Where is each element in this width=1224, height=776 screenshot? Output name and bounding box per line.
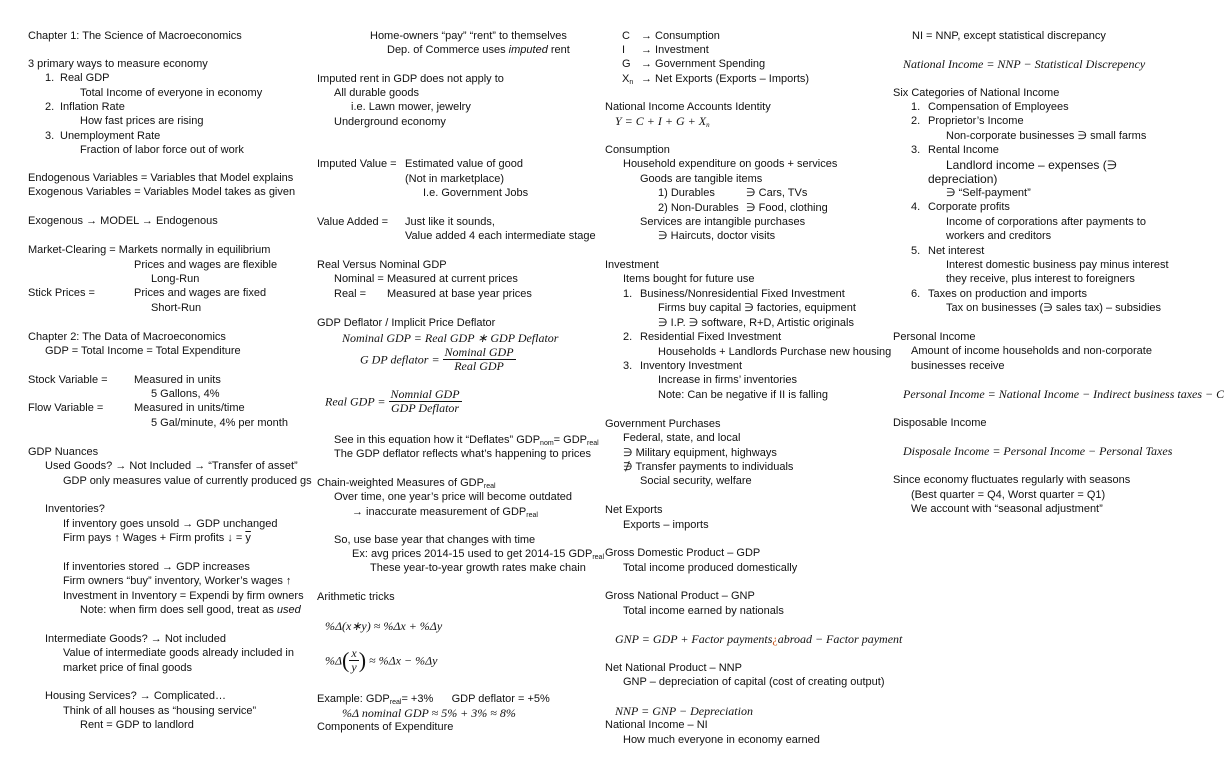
consumption-heading: Consumption	[605, 144, 670, 156]
flow-variable-example: 5 Gal/minute, 4% per month	[151, 417, 288, 429]
components-heading: Components of Expenditure	[317, 721, 454, 733]
list-number: 2.	[623, 331, 633, 343]
inventory-note-used: used	[276, 604, 301, 616]
inventory-firm-pays	[63, 531, 251, 545]
deflator-eq2-fraction	[443, 346, 516, 373]
component-g-def: → Government Spending	[641, 58, 766, 70]
list-number: 2.	[911, 115, 921, 127]
government-heading: Government Purchases	[605, 418, 721, 430]
arithmetic-quotient	[325, 647, 437, 674]
list-number: 6.	[911, 288, 921, 300]
real-vs-nominal-heading: Real Versus Nominal GDP	[317, 259, 447, 271]
investment-business: Business/Nonresidential Fixed Investment	[640, 288, 845, 300]
chain-line-5: These year-to-year growth rates make chain	[370, 562, 586, 574]
nominal-label: Nominal =	[334, 273, 384, 285]
consumption-durables: 1) Durables	[658, 187, 715, 199]
primary-ways-heading: 3 primary ways to measure economy	[28, 58, 208, 70]
arith-quotient-pre: %Δ	[325, 653, 343, 668]
nnp-equation: NNP = GNP − Depreciation	[615, 704, 753, 718]
gnp-eq-text-2: abroad − Factor payment	[777, 632, 903, 646]
component-i-def: → Investment	[641, 44, 709, 56]
stock-variable-label: Stock Variable =	[28, 374, 108, 386]
intermediate-goods: Intermediate Goods? → Not included	[45, 633, 226, 645]
imputed-value-label: Imputed Value =	[317, 158, 397, 170]
imputed-rent: Imputed rent in GDP does not apply to	[317, 73, 504, 85]
chapter-2-title: Chapter 2: The Data of Macroeconomics	[28, 331, 226, 343]
component-c-def: → Consumption	[641, 30, 720, 42]
real-desc: Measured at base year prices	[387, 288, 532, 300]
personal-income-equation: Personal Income = National Income − Indirect business taxes − C	[903, 387, 1224, 401]
stick-prices-label: Stick Prices =	[28, 287, 95, 299]
deflator-equation-2	[360, 346, 516, 373]
category-interest-a: Interest domestic business pay minus interest	[946, 259, 1169, 271]
category-proprietor: Proprietor’s Income	[928, 115, 1024, 127]
column-3	[600, 0, 903, 776]
inventory-firm-pays-text: Firm pays ↑ Wages + Firm profits ↓ =	[63, 532, 243, 544]
list-number: 5.	[911, 245, 921, 257]
list-number: 3.	[45, 130, 55, 142]
real-label: Real =	[334, 288, 367, 300]
durable-goods-example: i.e. Lawn mower, jewelry	[351, 101, 471, 113]
list-number: 1.	[45, 72, 55, 84]
arith-quotient-numerator: x	[351, 646, 357, 660]
category-corporate-a: Income of corporations after payments to	[946, 216, 1146, 228]
personal-income-2: businesses receive	[911, 360, 1005, 372]
investment-residential: Residential Fixed Investment	[640, 331, 782, 343]
chain-line-3: So, use base year that changes with time	[334, 534, 536, 546]
net-exports-1: Exports – imports	[623, 519, 709, 531]
consumption-nondurables-ex: ∋ Food, clothing	[746, 202, 828, 214]
consumption-1: Household expenditure on goods + services	[623, 158, 838, 170]
subscript-real: real	[389, 699, 402, 706]
subscript-n: n	[629, 79, 634, 86]
inventory-unsold: If inventory goes unsold → GDP unchanged	[63, 518, 278, 530]
chain-weighted-text: Chain-weighted Measures of GDP	[317, 477, 484, 489]
seasonal-1: Since economy fluctuates regularly with seasons	[893, 474, 1131, 486]
arith-quotient-denominator: y	[351, 660, 357, 674]
chain-line-2	[352, 505, 538, 523]
category-rental-b: depreciation)	[928, 172, 998, 186]
underground-economy: Underground economy	[334, 116, 446, 128]
inventory-buy: Firm owners “buy” inventory, Worker’s wages ↑	[63, 575, 292, 587]
right-paren: )	[358, 647, 367, 673]
stock-variable-example: 5 Gallons, 4%	[151, 388, 220, 400]
component-c-letter: C	[622, 30, 630, 42]
category-rental-a: Landlord income – expenses (∋	[946, 158, 1118, 172]
exogenous-def: Exogenous Variables = Variables Model takes as given	[28, 186, 296, 198]
value-added-desc-2: Value added 4 each intermediate stage	[405, 230, 596, 242]
nominal-desc: Measured at current prices	[387, 273, 518, 285]
category-taxes-a: Tax on businesses (∋ sales tax) – subsidies	[946, 302, 1162, 314]
investment-residential-a: Households + Landlords Purchase new housing	[658, 346, 892, 358]
consumption-durables-ex: ∋ Cars, TVs	[746, 187, 808, 199]
example-text-2: = +3% GDP deflator = +5%	[401, 693, 550, 705]
flow-variable-desc: Measured in units/time	[134, 402, 245, 414]
nnp-heading: Net National Product – NNP	[605, 662, 742, 674]
investment-business-b: ∋ I.P. ∋ software, R+D, Artistic originals	[658, 317, 854, 329]
arith-quotient-post: ≈ %Δx − %Δy	[369, 653, 438, 668]
endogenous-def: Endogenous Variables = Variables that Model explains	[28, 172, 294, 184]
category-interest-b: they receive, plus interest to foreigners	[946, 273, 1135, 285]
category-proprietor-a: Non-corporate businesses ∋ small farms	[946, 130, 1147, 142]
ni-1: How much everyone in economy earned	[623, 734, 820, 746]
category-taxes: Taxes on production and imports	[928, 288, 1087, 300]
market-clearing-longrun: Long-Run	[151, 273, 200, 285]
investment-inventory: Inventory Investment	[640, 360, 743, 372]
component-x-def: → Net Exports (Exports – Imports)	[641, 73, 810, 85]
durable-goods: All durable goods	[334, 87, 420, 99]
consumption-4: ∋ Haircuts, doctor visits	[658, 230, 776, 242]
deflator-equation-1: Nominal GDP = Real GDP ∗ GDP Deflator	[342, 331, 559, 345]
homeowners-rent: Home-owners “pay” “rent” to themselves	[370, 30, 567, 42]
ni-heading: National Income – NI	[605, 719, 708, 731]
inventories-heading: Inventories?	[45, 503, 105, 515]
stock-variable-desc: Measured in units	[134, 374, 221, 386]
investment-1: Items bought for future use	[623, 273, 755, 285]
gnp-heading: Gross National Product – GNP	[605, 590, 755, 602]
gnp-eq-text: GNP = GDP + Factor payments	[615, 632, 773, 646]
arithmetic-heading: Arithmetic tricks	[317, 591, 395, 603]
six-categories-heading: Six Categories of National Income	[893, 87, 1060, 99]
personal-income-heading: Personal Income	[893, 331, 976, 343]
investment-inventory-b: Note: Can be negative if II is falling	[658, 389, 828, 401]
column-2	[316, 0, 605, 776]
stick-prices-fixed: Prices and wages are fixed	[134, 287, 267, 299]
intermediate-desc-1: Value of intermediate goods already included in	[63, 647, 294, 659]
deflator-heading: GDP Deflator / Implicit Price Deflator	[317, 317, 496, 329]
inventory-stored: If inventories stored → GDP increases	[63, 561, 250, 573]
chapter-1-title: Chapter 1: The Science of Macroeconomics	[28, 30, 242, 42]
y-bar-symbol: $\overline{y}$	[245, 532, 251, 544]
seasonal-3: We account with “seasonal adjustment”	[911, 503, 1103, 515]
consumption-2: Goods are tangible items	[640, 173, 763, 185]
used-goods-desc: GDP only measures value of currently produced gs	[63, 475, 312, 487]
arith-quotient-fraction	[349, 647, 358, 674]
subscript-real: real	[587, 440, 599, 447]
value-added-desc-1: Just like it sounds,	[405, 216, 495, 228]
market-clearing-def: Market-Clearing = Markets normally in equilibrium	[28, 244, 271, 256]
government-1: Federal, state, and local	[623, 432, 741, 444]
category-compensation: Compensation of Employees	[928, 101, 1069, 113]
deflator-eq2-numerator: Nominal GDP	[444, 345, 514, 359]
dep-commerce	[387, 43, 570, 57]
used-goods: Used Goods? → Not Included → “Transfer of asset”	[45, 460, 298, 472]
deflator-eq2-lhs: G DP deflator =	[360, 352, 440, 367]
list-number: 3.	[623, 360, 633, 372]
nia-equation	[615, 114, 710, 132]
list-item-desc: Total Income of everyone in economy	[80, 87, 263, 99]
list-number: 3.	[911, 144, 921, 156]
list-item-inflation: Inflation Rate	[60, 101, 125, 113]
deflator-eq3-numerator: Nomnial GDP	[390, 387, 460, 401]
gnp-equation	[615, 632, 902, 646]
market-clearing-flex: Prices and wages are flexible	[134, 259, 278, 271]
imputed-value-desc: Estimated value of good	[405, 158, 524, 170]
gnp-eq-glyph: ¿	[772, 632, 778, 646]
housing-desc: Think of all houses as “housing service”	[63, 705, 257, 717]
chain-line-1: Over time, one year’s price will become outdated	[334, 491, 573, 503]
stick-prices-shortrun: Short-Run	[151, 302, 202, 314]
gdp-nuances-heading: GDP Nuances	[28, 446, 99, 458]
deflator-eq3-denominator: GDP Deflator	[390, 401, 460, 415]
housing-services: Housing Services? → Complicated…	[45, 690, 226, 702]
government-3: ∌ Transfer payments to individuals	[623, 461, 794, 473]
category-rental: Rental Income	[928, 144, 999, 156]
list-item-unemployment: Unemployment Rate	[60, 130, 161, 142]
gnp-1: Total income earned by nationals	[623, 605, 784, 617]
category-interest: Net interest	[928, 245, 985, 257]
deflator-eq2-denominator: Real GDP	[454, 359, 504, 373]
nia-eq-text: Y = C + I + G + X	[615, 114, 707, 128]
subscript-real: real	[526, 512, 538, 519]
category-corporate: Corporate profits	[928, 201, 1010, 213]
list-item-desc: How fast prices are rising	[80, 115, 204, 127]
dep-commerce-text: Dep. of Commerce uses	[387, 44, 506, 56]
flow-variable-label: Flow Variable =	[28, 402, 104, 414]
example-equation: %Δ nominal GDP ≈ 5% + 3% ≈ 8%	[342, 706, 516, 720]
intermediate-desc-2: market price of final goods	[63, 662, 193, 674]
deflates-text-2: = GDP	[553, 434, 587, 446]
ni-equation: National Income = NNP − Statistical Discrepency	[903, 57, 1146, 71]
personal-income-1: Amount of income households and non-corporate	[911, 345, 1152, 357]
housing-rent: Rent = GDP to landlord	[80, 719, 194, 731]
disposable-income-equation: Disposale Income = Personal Income − Personal Taxes	[903, 444, 1173, 458]
subscript-real: real	[483, 483, 496, 490]
dep-commerce-imputed: imputed	[508, 44, 548, 56]
government-4: Social security, welfare	[640, 475, 752, 487]
list-number: 2.	[45, 101, 55, 113]
imputed-value-example: I.e. Government Jobs	[423, 187, 529, 199]
investment-inventory-a: Increase in firms’ inventories	[658, 374, 797, 386]
left-paren: (	[342, 647, 350, 673]
component-g-letter: G	[622, 58, 631, 70]
deflator-eq3-fraction	[389, 388, 462, 415]
government-2: ∋ Military equipment, highways	[623, 447, 777, 459]
deflates-text: See in this equation how it “Deflates” GDP	[334, 434, 541, 446]
investment-business-a: Firms buy capital ∋ factories, equipment	[658, 302, 856, 314]
list-number: 1.	[911, 101, 921, 113]
value-added-label: Value Added =	[317, 216, 389, 228]
arithmetic-product: %Δ(x∗y) ≈ %Δx + %Δy	[325, 619, 443, 633]
inventory-note	[80, 603, 301, 617]
category-corporate-b: workers and creditors	[946, 230, 1052, 242]
consumption-nondurables: 2) Non-Durables	[658, 202, 739, 214]
list-number: 4.	[911, 201, 921, 213]
dep-commerce-rent: rent	[550, 44, 570, 56]
subscript-n: n	[706, 121, 710, 129]
imputed-value-not: (Not in marketplace)	[405, 173, 505, 185]
list-item-desc: Fraction of labor force out of work	[80, 144, 244, 156]
deflator-reflects: The GDP deflator reflects what’s happening to prices	[334, 448, 592, 460]
deflator-equation-3	[325, 388, 462, 415]
gdp-definition: GDP = Total Income = Total Expenditure	[45, 345, 241, 357]
nia-heading: National Income Accounts Identity	[605, 101, 771, 113]
net-exports-heading: Net Exports	[605, 504, 663, 516]
gdp-heading: Gross Domestic Product – GDP	[605, 547, 761, 559]
ni-nnp-note: NI = NNP, except statistical discrepancy	[912, 30, 1106, 42]
chain-line-4-text: Ex: avg prices 2014-15 used to get 2014-15 GDP	[352, 548, 593, 560]
x-letter: X	[622, 73, 630, 85]
inventory-investment: Investment in Inventory = Expendi by firm owners	[63, 590, 304, 602]
category-rental-c: ∋ “Self-payment”	[946, 187, 1031, 199]
seasonal-2: (Best quarter = Q4, Worst quarter = Q1)	[911, 489, 1106, 501]
consumption-3: Services are intangible purchases	[640, 216, 806, 228]
investment-heading: Investment	[605, 259, 659, 271]
subscript-real: real	[592, 554, 605, 561]
column-1	[0, 0, 312, 776]
column-4	[890, 0, 1224, 776]
inventory-note-text: Note: when firm does sell good, treat as	[80, 604, 274, 616]
model-flow: Exogenous → MODEL → Endogenous	[28, 215, 218, 227]
gdp-1: Total income produced domestically	[623, 562, 798, 574]
nnp-1: GNP – depreciation of capital (cost of creating output)	[623, 676, 885, 688]
list-item-real-gdp: Real GDP	[60, 72, 110, 84]
deflator-eq3-lhs: Real GDP =	[325, 394, 386, 409]
component-i-letter: I	[622, 44, 626, 56]
component-x-letter	[622, 72, 633, 90]
subscript-nom: nom	[540, 440, 554, 447]
disposable-income-heading: Disposable Income	[893, 417, 987, 429]
list-number: 1.	[623, 288, 633, 300]
example-text: Example: GDP	[317, 693, 390, 705]
chain-line-2-text: → inaccurate measurement of GDP	[352, 506, 527, 518]
